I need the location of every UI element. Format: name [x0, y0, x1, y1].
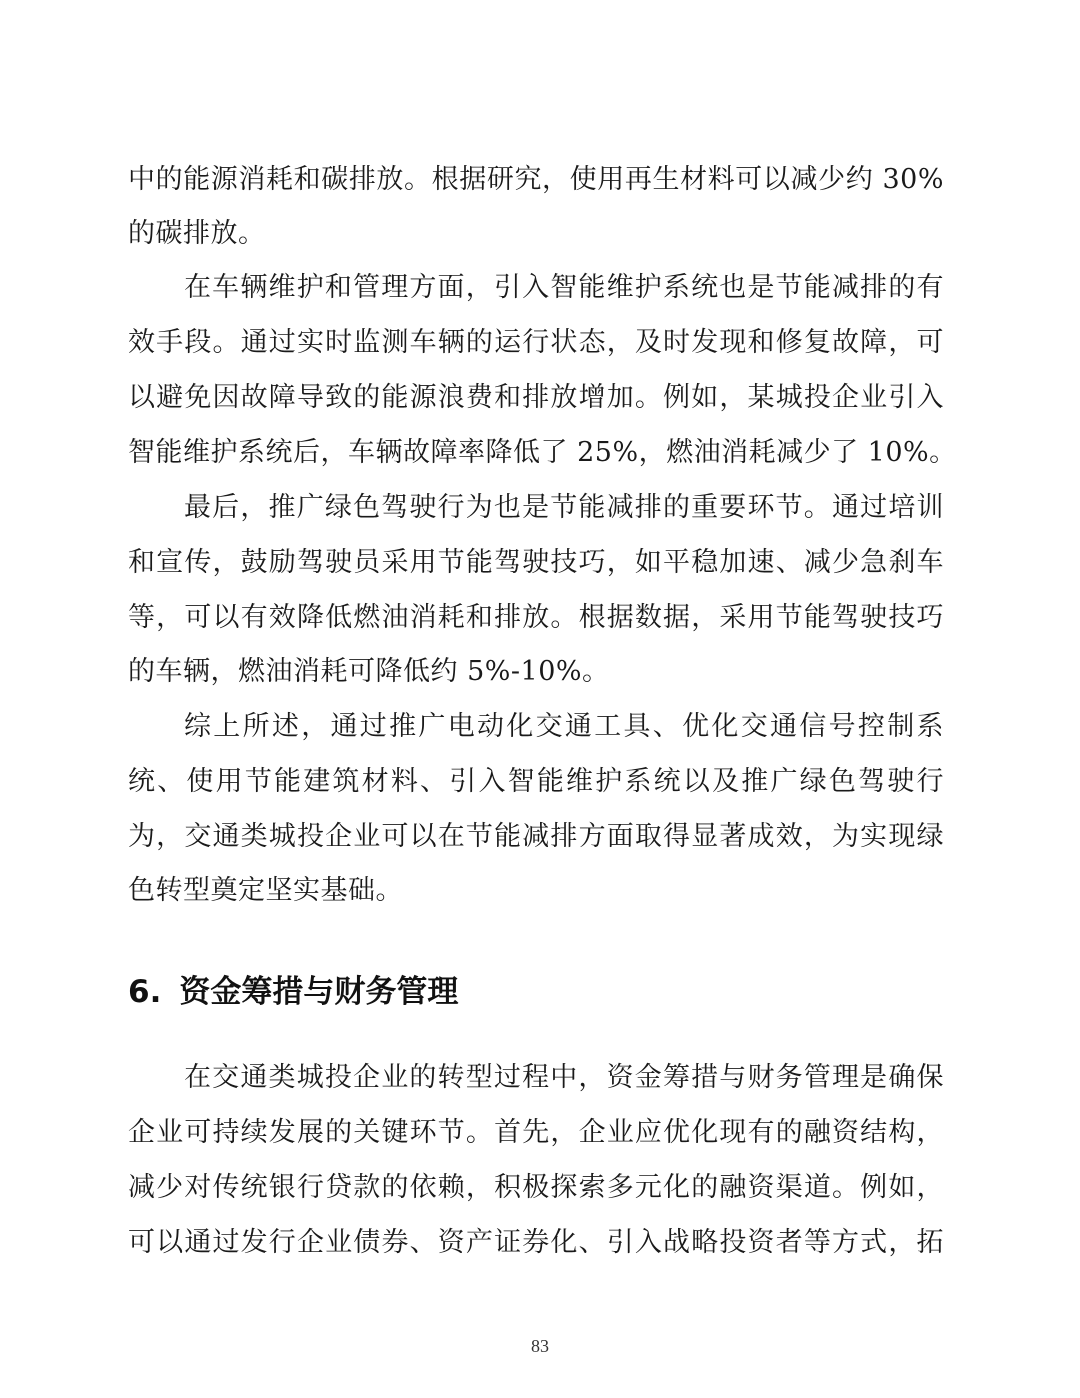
section-title: 资金筹措与财务管理: [179, 974, 459, 1010]
paragraph-line: 中的能源消耗和碳排放。根据研究，使用再生材料可以减少约 30%: [128, 164, 944, 195]
paragraph-line: 在交通类城投企业的转型过程中，资金筹措与财务管理是确保: [184, 1062, 944, 1093]
paragraph-line: 等，可以有效降低燃油消耗和排放。根据数据，采用节能驾驶技巧: [128, 602, 944, 633]
paragraph-line: 和宣传，鼓励驾驶员采用节能驾驶技巧，如平稳加速、减少急刹车: [128, 547, 944, 578]
paragraph-line: 可以通过发行企业债券、资产证券化、引入战略投资者等方式，拓: [128, 1227, 944, 1258]
paragraph-line: 在车辆维护和管理方面，引入智能维护系统也是节能减排的有: [184, 272, 944, 303]
paragraph-line: 最后，推广绿色驾驶行为也是节能减排的重要环节。通过培训: [184, 492, 944, 523]
section-heading: [128, 970, 458, 1014]
paragraph-line: 智能维护系统后，车辆故障率降低了 25%，燃油消耗减少了 10%。: [128, 437, 957, 468]
page-number: 83: [531, 1336, 549, 1356]
paragraph-line: 效手段。通过实时监测车辆的运行状态，及时发现和修复故障，可: [128, 327, 944, 358]
section-number: 6.: [128, 974, 162, 1010]
paragraph-line: 以避免因故障导致的能源浪费和排放增加。例如，某城投企业引入: [128, 382, 944, 413]
paragraph-line: 企业可持续发展的关键环节。首先，企业应优化现有的融资结构，: [128, 1117, 944, 1148]
paragraph-line: 减少对传统银行贷款的依赖，积极探索多元化的融资渠道。例如，: [128, 1172, 944, 1203]
paragraph-line: 统、使用节能建筑材料、引入智能维护系统以及推广绿色驾驶行: [128, 766, 944, 797]
paragraph-line: 的碳排放。: [128, 218, 266, 249]
paragraph-line: 综上所述，通过推广电动化交通工具、优化交通信号控制系: [184, 711, 944, 742]
paragraph-line: 的车辆，燃油消耗可降低约 5%-10%。: [128, 656, 610, 687]
paragraph-line: 为，交通类城投企业可以在节能减排方面取得显著成效，为实现绿: [128, 821, 944, 852]
paragraph-line: 色转型奠定坚实基础。: [128, 875, 403, 906]
